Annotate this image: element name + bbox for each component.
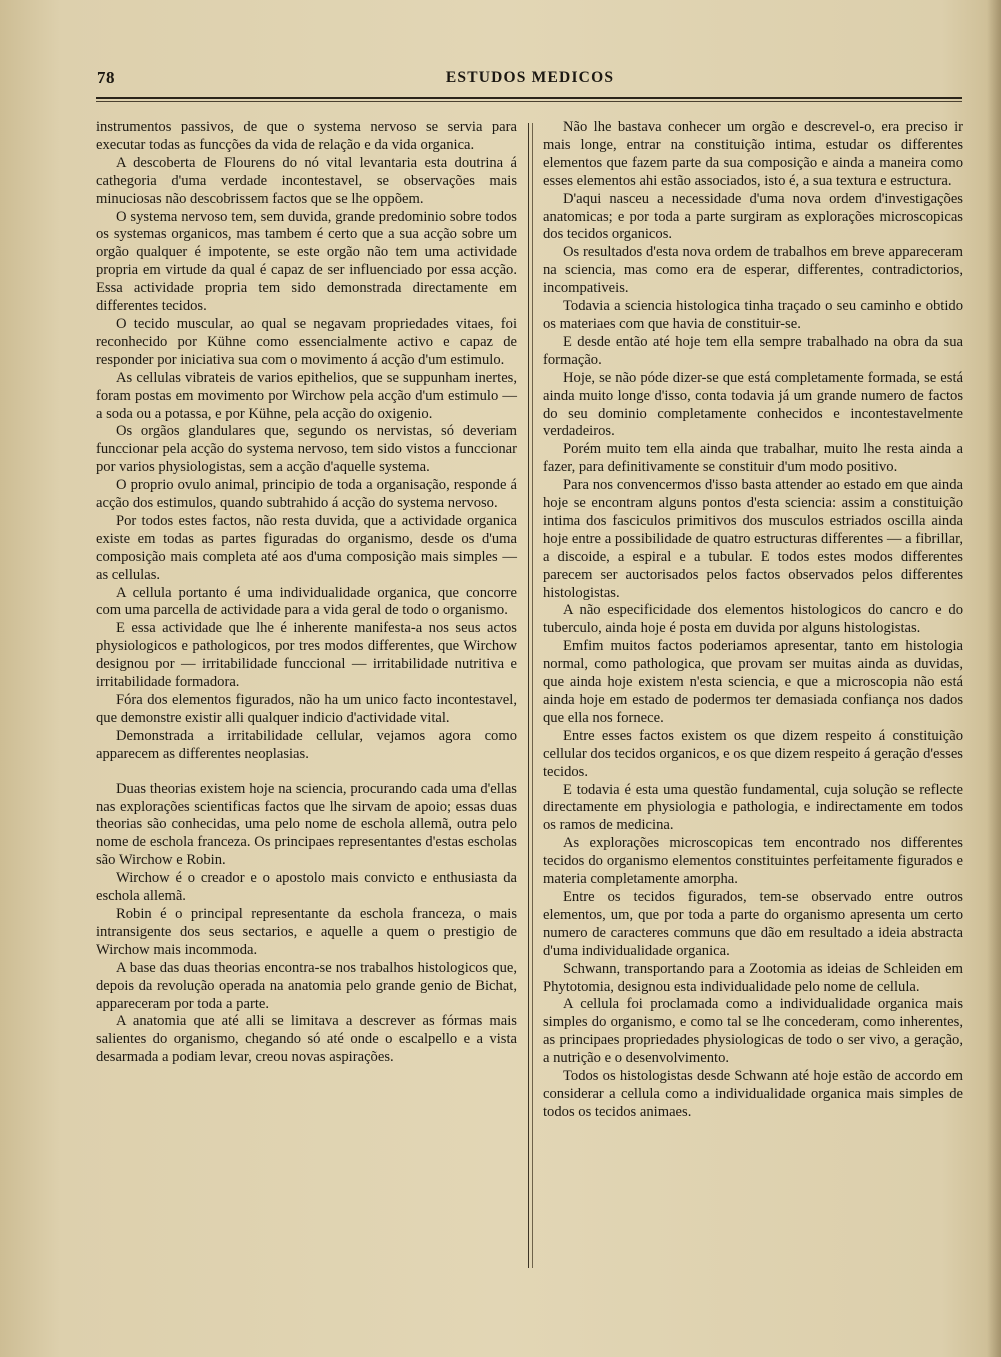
paragraph: A base das duas theorias encontra-se nos trabalhos histologicos que, depois da revolução operada na anatomia pelo grande genio de Bichat, appareceram por toda a parte. bbox=[96, 959, 517, 1012]
paragraph: A anatomia que até alli se limitava a descrever as fórmas mais salientes do organismo, chegando só até onde o escalpello e a vista desarmada a podiam levar, creou novas aspirações. bbox=[96, 1013, 517, 1066]
paragraph: As explorações microscopicas tem encontrado nos differentes tecidos do organismo elementos constituintes perfeitamente figurados e materia completamente amorpha. bbox=[543, 835, 963, 888]
paragraph: O proprio ovulo animal, principio de toda a organisação, responde á acção dos estimulos, quando subtrahido á acção do systema nervoso. bbox=[96, 477, 517, 512]
paragraph: Wirchow é o creador e o apostolo mais convicto e enthusiasta da eschola allemã. bbox=[96, 870, 517, 905]
page-header bbox=[97, 68, 963, 94]
paragraph: E essa actividade que lhe é inherente manifesta-a nos seus actos physiologicos e pathologicos, por tres modos differentes, que Wirchow designou por — irritabilidade funccional — irritabilidade nutritiva e irritabilidade formadora. bbox=[96, 620, 517, 691]
paragraph: Os orgãos glandulares que, segundo os nervistas, só deveriam funccionar pela acção do systema nervoso, tem sido vistos a funccionar por varios physiologistas, sem a acção d'aquelle systema. bbox=[96, 423, 517, 476]
paragraph: A cellula foi proclamada como a individualidade organica mais simples do organismo, e como tal se lhe concederam, como inherentes, as principaes propriedades physiologicas de todo o ser vivo, a geração, a nutrição e o desenvolvimento. bbox=[543, 996, 963, 1067]
running-title: ESTUDOS MEDICOS bbox=[445, 69, 615, 86]
column-divider bbox=[528, 123, 529, 1268]
paragraph: Porém muito tem ella ainda que trabalhar, muito lhe resta ainda a fazer, para definitivamente se constituir d'um modo positivo. bbox=[543, 441, 963, 476]
right-column bbox=[543, 119, 963, 1122]
paragraph: Todavia a sciencia histologica tinha traçado o seu caminho e obtido os materiaes com que havia de constituir-se. bbox=[543, 298, 963, 332]
paragraph: D'aqui nasceu a necessidade d'uma nova ordem d'investigações anatomicas; e por toda a parte surgiram as explorações microscopicas dos tecidos organicos. bbox=[543, 190, 963, 243]
paragraph: A não especificidade dos elementos histologicos do cancro e do tuberculo, ainda hoje é posta em duvida por alguns histologistas. bbox=[543, 602, 963, 637]
paragraph: Todos os histologistas desde Schwann até hoje estão de accordo em considerar a cellula como a individualidade organica mais simples de todos os tecidos animaes. bbox=[543, 1068, 963, 1120]
paragraph: Robin é o principal representante da eschola franceza, o mais intransigente dos seus sectarios, e aquelle a quem o prestigio de Wirchow mais incommoda. bbox=[96, 905, 517, 958]
paragraph: Hoje, se não póde dizer-se que está completamente formada, se está ainda muito longe d'isso, conta todavia já um grande numero de factos do seu dominio completamente conhecidos e incontestavelmente verdadeiros. bbox=[543, 369, 963, 440]
paragraph: Por todos estes factos, não resta duvida, que a actividade organica existe em todas as partes figuradas do organismo, desde os d'uma composição mais completa até aos d'uma composição mais simples — as cellulas. bbox=[96, 512, 517, 583]
page-edge-shadow bbox=[987, 0, 1001, 1357]
paragraph: Schwann, transportando para a Zootomia as ideias de Schleiden em Phytotomia, designou esta individualidade pelo nome de cellula. bbox=[543, 960, 963, 995]
paragraph: Para nos convencermos d'isso basta attender ao estado em que ainda hoje se encontram alguns pontos d'esta sciencia: assim a constituição intima dos fasciculos primitivos dos musculos estriados oscilla ainda hoje entre a possibilidade de quatro estructuras differentes — a fibrillar, a discoide, a espiral e a tubular. E todos estes modos differentes parecem ser auctorisados pelos factos observados pelos differentes histologistas. bbox=[543, 477, 963, 601]
paragraph: Demonstrada a irritabilidade cellular, vejamos agora como apparecem as differentes neoplasias. bbox=[96, 727, 517, 762]
paragraph: E desde então até hoje tem ella sempre trabalhado na obra da sua formação. bbox=[543, 333, 963, 368]
paragraph: Emfim muitos factos poderiamos apresentar, tanto em histologia normal, como pathologica, que provam ser muitas ainda as duvidas, que ainda hoje existem n'esta sciencia, e que a microscopia não está ainda hoje em estado de podermos ter demasiada confiança nos dados que ella nos fornece. bbox=[543, 638, 963, 726]
paragraph: O tecido muscular, ao qual se negavam propriedades vitaes, foi reconhecido por Kühne como essencialmente activo e capaz de responder por iniciativa sua com o movimento á acção d'um estimulo. bbox=[96, 315, 517, 368]
paragraph: A cellula portanto é uma individualidade organica, que concorre com uma parcella de actividade para a vida geral de todo o organismo. bbox=[96, 584, 517, 619]
page-number: 78 bbox=[97, 68, 115, 87]
header-rule-thin bbox=[96, 101, 962, 102]
paragraph: Entre esses factos existem os que dizem respeito á constituição cellular dos tecidos organicos, e os que dizem respeito á geração d'esses tecidos. bbox=[543, 727, 963, 780]
paragraph: Fóra dos elementos figurados, não ha um unico facto incontestavel, que demonstre existir alli qualquer indicio d'actividade vital. bbox=[96, 692, 517, 726]
paragraph: Duas theorias existem hoje na sciencia, procurando cada uma d'ellas nas explorações scientificas factos que lhe sirvam de apoio; essas duas theorias são conhecidas, uma pelo nome de eschola allemã, outra pelo nome de eschola franceza. Os principaes representantes d'estas escholas são Wirchow e Robin. bbox=[96, 780, 517, 869]
paragraph: Entre os tecidos figurados, tem-se observado entre outros elementos, um, que por toda a parte do organismo apresenta um certo numero de caracteres communs que dão em resultado a ideia abstracta d'uma individualidade organica. bbox=[543, 888, 963, 959]
header-rule bbox=[96, 97, 962, 99]
column-divider-secondary bbox=[532, 123, 533, 1268]
paragraph: Não lhe bastava conhecer um orgão e descrevel-o, era preciso ir mais longe, entrar na constituição intima, estudar os differentes elementos que fazem parte da sua composição e ainda a maneira como esses elementos ahi estão associados, isto é, a sua textura e estructura. bbox=[543, 119, 963, 189]
paragraph: A descoberta de Flourens do nó vital levantaria esta doutrina á cathegoria d'uma verdade incontestavel, se observações mais minuciosas não descobrissem factos que se lhe oppõem. bbox=[96, 154, 517, 207]
paragraph: Os resultados d'esta nova ordem de trabalhos em breve appareceram na sciencia, mas como era de esperar, differentes, contradictorios, incompativeis. bbox=[543, 244, 963, 297]
paragraph: instrumentos passivos, de que o systema nervoso se servia para executar todas as funcções da vida de relação e da vida organica. bbox=[96, 119, 517, 153]
paragraph: As cellulas vibrateis de varios epithelios, que se suppunham inertes, foram postas em movimento por Wirchow pela acção d'um estimulo — a soda ou a potassa, e por Kühne, pela acção do oxigenio. bbox=[96, 369, 517, 422]
paragraph: O systema nervoso tem, sem duvida, grande predominio sobre todos os systemas organicos, mas tambem é certo que a sua acção sobre um orgão qualquer é impotente, se este orgão não tem uma actividade propria em virtude da qual é capaz de ser influenciado por essa acção. Essa actividade propria tem sido demonstrada directamente em differentes tecidos. bbox=[96, 208, 517, 315]
paragraph: E todavia é esta uma questão fundamental, cuja solução se reflecte directamente em physiologia e pathologia, e indirectamente em todos os ramos de medicina. bbox=[543, 781, 963, 834]
left-column bbox=[96, 119, 517, 1067]
